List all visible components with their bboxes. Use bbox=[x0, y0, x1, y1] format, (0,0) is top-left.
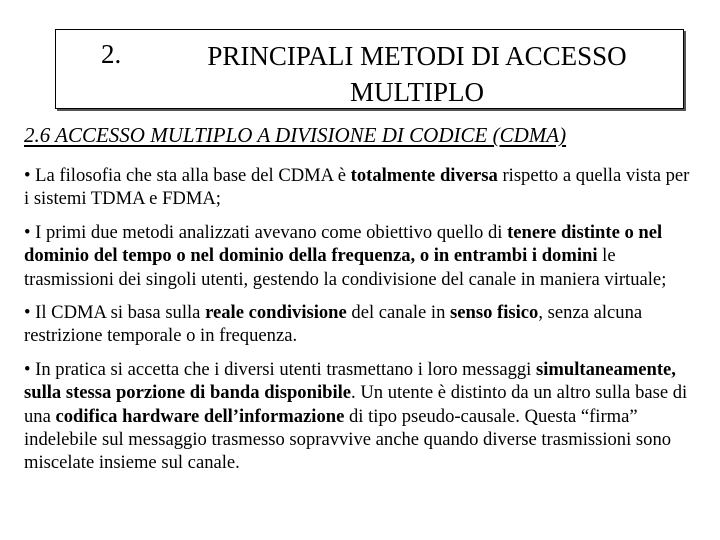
emphasis-text: reale condivisione bbox=[205, 302, 347, 324]
paragraph-text: rispetto a quella vista per i sistemi TDMA e FDMA; bbox=[24, 165, 690, 210]
paragraph-text: di tipo pseudo-causale. Questa “firma” indelebile sul messaggio trasmesso sopravvive anche quando diverse trasmissioni sono miscelate insieme sul canale. bbox=[24, 405, 672, 474]
section-subtitle: 2.6 ACCESSO MULTIPLO A DIVISIONE DI CODICE (CDMA) bbox=[24, 123, 567, 147]
emphasis-text: codifica hardware dell’informazione bbox=[55, 405, 345, 427]
paragraph-text: del canale in bbox=[346, 302, 451, 324]
paragraph-text: , senza alcuna restrizione temporale o in frequenza. bbox=[24, 302, 643, 347]
paragraph bbox=[24, 164, 698, 211]
content-body bbox=[24, 164, 698, 485]
paragraph-text: • In pratica si accetta che i diversi utenti trasmettano i loro messaggi bbox=[24, 358, 536, 380]
paragraph-text: • I primi due metodi analizzati avevano come obiettivo quello di bbox=[24, 221, 508, 243]
emphasis-text: senso fisico bbox=[450, 302, 539, 324]
section-number: 2. bbox=[101, 39, 122, 69]
paragraph-text: • Il CDMA si basa sulla bbox=[24, 302, 206, 324]
paragraph bbox=[24, 301, 698, 348]
paragraph bbox=[24, 358, 698, 475]
paragraph-text: . Un utente è distinto da un altro sulla base di una bbox=[24, 382, 688, 427]
paragraph-text: • La filosofia che sta alla base del CDMA è bbox=[24, 165, 351, 186]
page-title: PRINCIPALI METODI DI ACCESSO MULTIPLO bbox=[207, 41, 627, 107]
paragraph bbox=[24, 221, 698, 291]
emphasis-text: totalmente diversa bbox=[350, 165, 498, 186]
title-box bbox=[55, 29, 684, 109]
emphasis-text: simultaneamente, sulla stessa porzione di banda disponibile bbox=[24, 358, 676, 404]
emphasis-text: tenere distinte o nel dominio del tempo o nel dominio della frequenza, o in entrambi i domini bbox=[24, 221, 663, 267]
paragraph-text: le trasmissioni dei singoli utenti, gestendo la condivisione del canale in maniera virtuale; bbox=[24, 245, 667, 290]
